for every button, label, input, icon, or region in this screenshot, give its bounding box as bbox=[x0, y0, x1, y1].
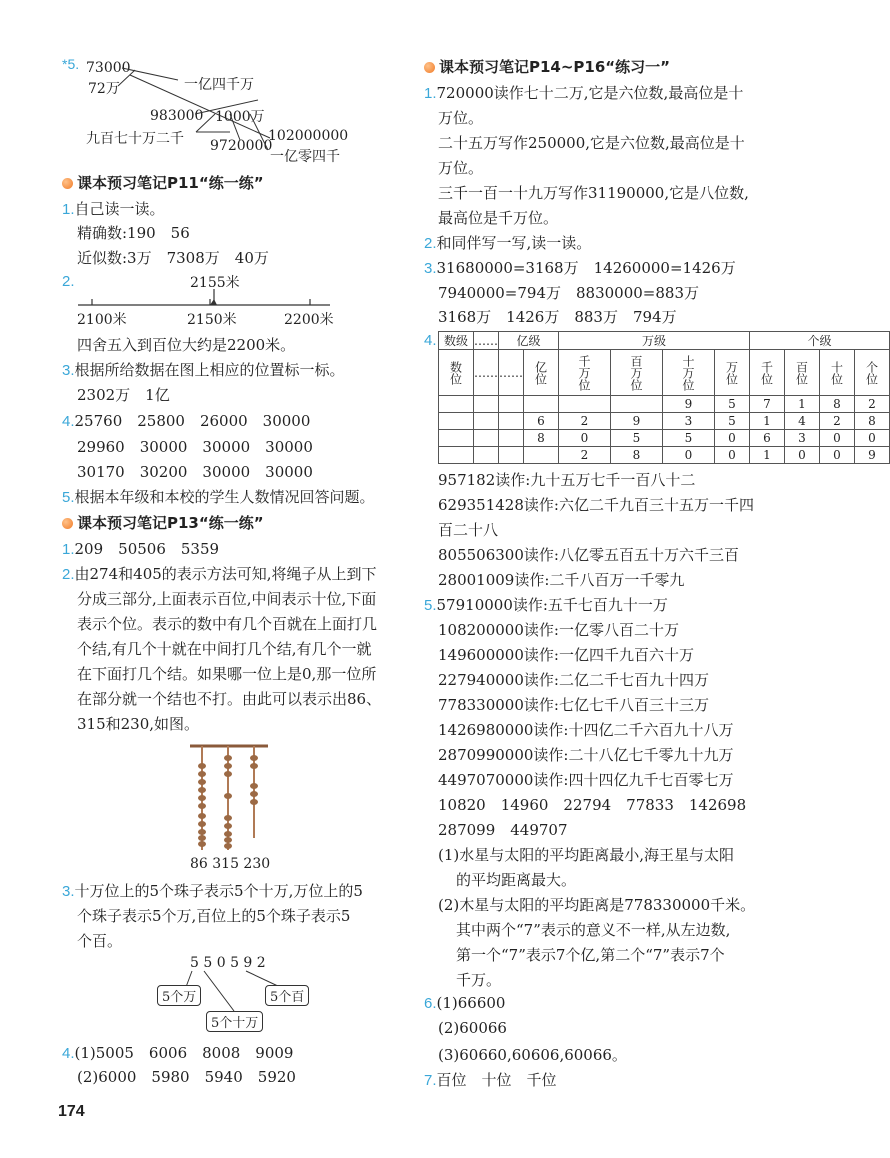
match-item: 102000000 bbox=[268, 128, 349, 144]
table-header: 万级 bbox=[559, 332, 750, 350]
answer-line: 最高位是千万位。 bbox=[438, 209, 559, 227]
table-cell: 2 bbox=[559, 447, 611, 464]
answer-line: 2302万 1亿 bbox=[77, 386, 170, 404]
number-line-top-label: 2155米 bbox=[190, 275, 240, 291]
table-cell: 1 bbox=[750, 413, 785, 430]
table-header: 十万位 bbox=[663, 350, 715, 396]
table-header: …… bbox=[499, 350, 524, 396]
table-cell: 6 bbox=[750, 430, 785, 447]
answer-line: 万位。 bbox=[438, 159, 484, 177]
answer-line: 在部分就一个结也不打。由此可以表示出86、 bbox=[77, 690, 382, 708]
table-cell: 8 bbox=[611, 447, 663, 464]
match-lines bbox=[0, 0, 400, 170]
question: 1.209 50506 5359 bbox=[62, 540, 220, 558]
answer-line: 近似数:3万 7308万 40万 bbox=[77, 249, 269, 267]
bullet-icon bbox=[62, 178, 73, 189]
table-row bbox=[439, 430, 890, 447]
question: 2.和同伴写一写,读一读。 bbox=[424, 234, 592, 252]
answer-line: (3)60660,60606,60066。 bbox=[438, 1046, 627, 1064]
table-cell: 1 bbox=[750, 447, 785, 464]
question: 5.57910000读作:五千七百九十一万 bbox=[424, 596, 668, 614]
table-cell: 5 bbox=[611, 430, 663, 447]
answer-line: 三千一百一十九万写作31190000,它是八位数, bbox=[438, 184, 749, 202]
table-cell bbox=[611, 396, 663, 413]
answer-line: 的平均距离最大。 bbox=[456, 871, 577, 889]
answer-line: 805506300读作:八亿零五百五十万六千三百 bbox=[438, 546, 739, 564]
section-header: 课本预习笔记P13“练一练” bbox=[62, 512, 264, 533]
question: 3.十万位上的5个珠子表示5个十万,万位上的5 bbox=[62, 882, 363, 900]
answer-line: 千万。 bbox=[456, 971, 502, 989]
table-cell: 5 bbox=[663, 430, 715, 447]
section-header: 课本预习笔记P14~P16“练习一” bbox=[424, 56, 670, 77]
table-cell: 2 bbox=[559, 413, 611, 430]
answer-line: 个结,有几个十就在中间打几个结,有几个一就 bbox=[77, 640, 372, 658]
match-item: 983000 bbox=[150, 108, 204, 124]
table-header: …… bbox=[474, 350, 499, 396]
question: 2.由274和405的表示方法可知,将绳子从上到下 bbox=[62, 565, 377, 583]
answer-line: 个珠子表示5个万,百位上的5个珠子表示5 bbox=[77, 907, 351, 925]
diagram-number: 5 5 0 5 9 2 bbox=[190, 955, 266, 971]
table-header: 十位 bbox=[820, 350, 855, 396]
figure-caption: 86 315 230 bbox=[190, 856, 271, 872]
question: 7.百位 十位 千位 bbox=[424, 1071, 557, 1089]
table-header: 百位 bbox=[785, 350, 820, 396]
label-box: 5个十万 bbox=[206, 1011, 263, 1032]
match-item: 一亿零四千 bbox=[270, 149, 340, 165]
answer-line: 表示个位。表示的数中有几个百就在上面打几 bbox=[77, 615, 378, 633]
place-value-table bbox=[438, 331, 890, 464]
question: 1.自己读一读。 bbox=[62, 200, 165, 218]
match-item: 9720000 bbox=[210, 138, 273, 154]
answer-line: 4497070000读作:四十四亿九千七百零七万 bbox=[438, 771, 734, 789]
section-header: 课本预习笔记P11“练一练” bbox=[62, 172, 264, 193]
label-box: 5个万 bbox=[157, 985, 201, 1006]
question: 4.25760 25800 26000 30000 bbox=[62, 412, 311, 430]
answer-line: 个百。 bbox=[77, 932, 123, 950]
table-cell bbox=[524, 447, 559, 464]
answer-line: (2)60066 bbox=[438, 1019, 507, 1037]
table-cell: 0 bbox=[715, 447, 750, 464]
table-header: …… bbox=[474, 333, 498, 348]
table-cell: 1 bbox=[785, 396, 820, 413]
answer-line: 分成三部分,上面表示百位,中间表示十位,下面 bbox=[77, 590, 377, 608]
question-number: *5. bbox=[62, 56, 80, 72]
table-cell: 2 bbox=[855, 396, 890, 413]
answer-line: 108200000读作:一亿零八百二十万 bbox=[438, 621, 679, 639]
table-header-row bbox=[439, 350, 890, 396]
table-cell: 8 bbox=[855, 413, 890, 430]
answer-line: 28001009读作:二千八百万一千零九 bbox=[438, 571, 685, 589]
table-header: 亿位 bbox=[524, 350, 559, 396]
table-row bbox=[439, 396, 890, 413]
question: 3.31680000=3168万 14260000=1426万 bbox=[424, 259, 736, 277]
table-header: 千万位 bbox=[559, 350, 611, 396]
answer-line: 778330000读作:七亿七千八百三十三万 bbox=[438, 696, 709, 714]
table-header: 百万位 bbox=[611, 350, 663, 396]
table-header: 数位 bbox=[439, 350, 474, 396]
match-item: 一亿四千万 bbox=[184, 77, 254, 93]
knotted-ropes-figure bbox=[180, 738, 280, 858]
tick-label: 2150米 bbox=[187, 312, 237, 328]
answer-line: 30170 30200 30000 30000 bbox=[77, 463, 313, 481]
table-header-row bbox=[439, 332, 890, 350]
answer-line: (2)木星与太阳的平均距离是778330000千米。 bbox=[438, 896, 756, 914]
table-header: 数级 bbox=[439, 332, 474, 350]
question-number: 2. bbox=[62, 273, 75, 290]
question: 4.(1)5005 6006 8008 9009 bbox=[62, 1044, 294, 1062]
table-cell: 8 bbox=[524, 430, 559, 447]
table-cell: 9 bbox=[663, 396, 715, 413]
question: 5.根据本年级和本校的学生人数情况回答问题。 bbox=[62, 488, 375, 506]
answer-line: 其中两个“7”表示的意义不一样,从左边数, bbox=[456, 921, 731, 939]
table-cell: 0 bbox=[820, 430, 855, 447]
table-cell: 3 bbox=[785, 430, 820, 447]
answer-line: 1426980000读作:十四亿二千六百九十八万 bbox=[438, 721, 734, 739]
table-cell: 0 bbox=[785, 447, 820, 464]
answer-line: 第一个“7”表示7个亿,第二个“7”表示7个 bbox=[456, 946, 725, 964]
question: 1.720000读作七十二万,它是六位数,最高位是十 bbox=[424, 84, 744, 102]
table-header: 千位 bbox=[750, 350, 785, 396]
answer-line: 精确数:190 56 bbox=[77, 224, 190, 242]
answer-line: 287099 449707 bbox=[438, 821, 568, 839]
answer-line: 7940000=794万 8830000=883万 bbox=[438, 284, 700, 302]
table-cell: 4 bbox=[785, 413, 820, 430]
table-cell: 9 bbox=[611, 413, 663, 430]
question: 3.根据所给数据在图上相应的位置标一标。 bbox=[62, 361, 345, 379]
bullet-icon bbox=[424, 62, 435, 73]
table-cell: 2 bbox=[820, 413, 855, 430]
label-box: 5个百 bbox=[265, 985, 309, 1006]
table-cell: 5 bbox=[715, 413, 750, 430]
table-header: 万位 bbox=[715, 350, 750, 396]
answer-line: 629351428读作:六亿二千九百三十五万一千四 bbox=[438, 496, 754, 514]
answer-line: 10820 14960 22794 77833 142698 bbox=[438, 796, 747, 814]
table-header: 个位 bbox=[855, 350, 890, 396]
table-cell bbox=[524, 396, 559, 413]
question-number: 4. bbox=[424, 332, 437, 349]
answer-line: 在下面打几个结。如果哪一位上是0,那一位所 bbox=[77, 665, 377, 683]
question: 6.(1)66600 bbox=[424, 994, 506, 1012]
answer-line: (2)6000 5980 5940 5920 bbox=[77, 1068, 296, 1086]
tick-label: 2100米 bbox=[77, 312, 127, 328]
table-cell: 0 bbox=[715, 430, 750, 447]
answer-line: 227940000读作:二亿二千七百九十四万 bbox=[438, 671, 709, 689]
answer-line: 四舍五入到百位大约是2200米。 bbox=[77, 336, 296, 354]
table-header: 个级 bbox=[750, 332, 890, 350]
table-cell: 0 bbox=[820, 447, 855, 464]
answer-line: 29960 30000 30000 30000 bbox=[77, 438, 313, 456]
table-row bbox=[439, 413, 890, 430]
match-item: 1000万 bbox=[215, 109, 265, 125]
bullet-icon bbox=[62, 518, 73, 529]
table-row bbox=[439, 447, 890, 464]
table-cell: 6 bbox=[524, 413, 559, 430]
match-item: 九百七十万二千 bbox=[86, 131, 184, 147]
answer-line: 2870990000读作:二十八亿七千零九十九万 bbox=[438, 746, 734, 764]
page-number: 174 bbox=[58, 1103, 85, 1120]
tick-label: 2200米 bbox=[284, 312, 334, 328]
answer-line: 315和230,如图。 bbox=[77, 715, 200, 733]
match-item: 72万 bbox=[88, 81, 120, 97]
answer-line: 百二十八 bbox=[438, 521, 499, 539]
table-cell bbox=[559, 396, 611, 413]
answer-line: 957182读作:九十五万七千一百八十二 bbox=[438, 471, 696, 489]
answer-line: 3168万 1426万 883万 794万 bbox=[438, 308, 677, 326]
answer-line: 149600000读作:一亿四千九百六十万 bbox=[438, 646, 694, 664]
table-cell: 3 bbox=[663, 413, 715, 430]
match-item: 73000 bbox=[86, 60, 131, 76]
table-cell: 8 bbox=[820, 396, 855, 413]
table-cell: 0 bbox=[663, 447, 715, 464]
answer-line: 万位。 bbox=[438, 109, 484, 127]
answer-line: (1)水星与太阳的平均距离最小,海王星与太阳 bbox=[438, 846, 735, 864]
table-cell: 5 bbox=[715, 396, 750, 413]
table-cell: 9 bbox=[855, 447, 890, 464]
table-header: 亿级 bbox=[499, 332, 559, 350]
table-cell: 0 bbox=[855, 430, 890, 447]
table-cell: 7 bbox=[750, 396, 785, 413]
table-cell: 0 bbox=[559, 430, 611, 447]
answer-line: 二十五万写作250000,它是六位数,最高位是十 bbox=[438, 134, 745, 152]
